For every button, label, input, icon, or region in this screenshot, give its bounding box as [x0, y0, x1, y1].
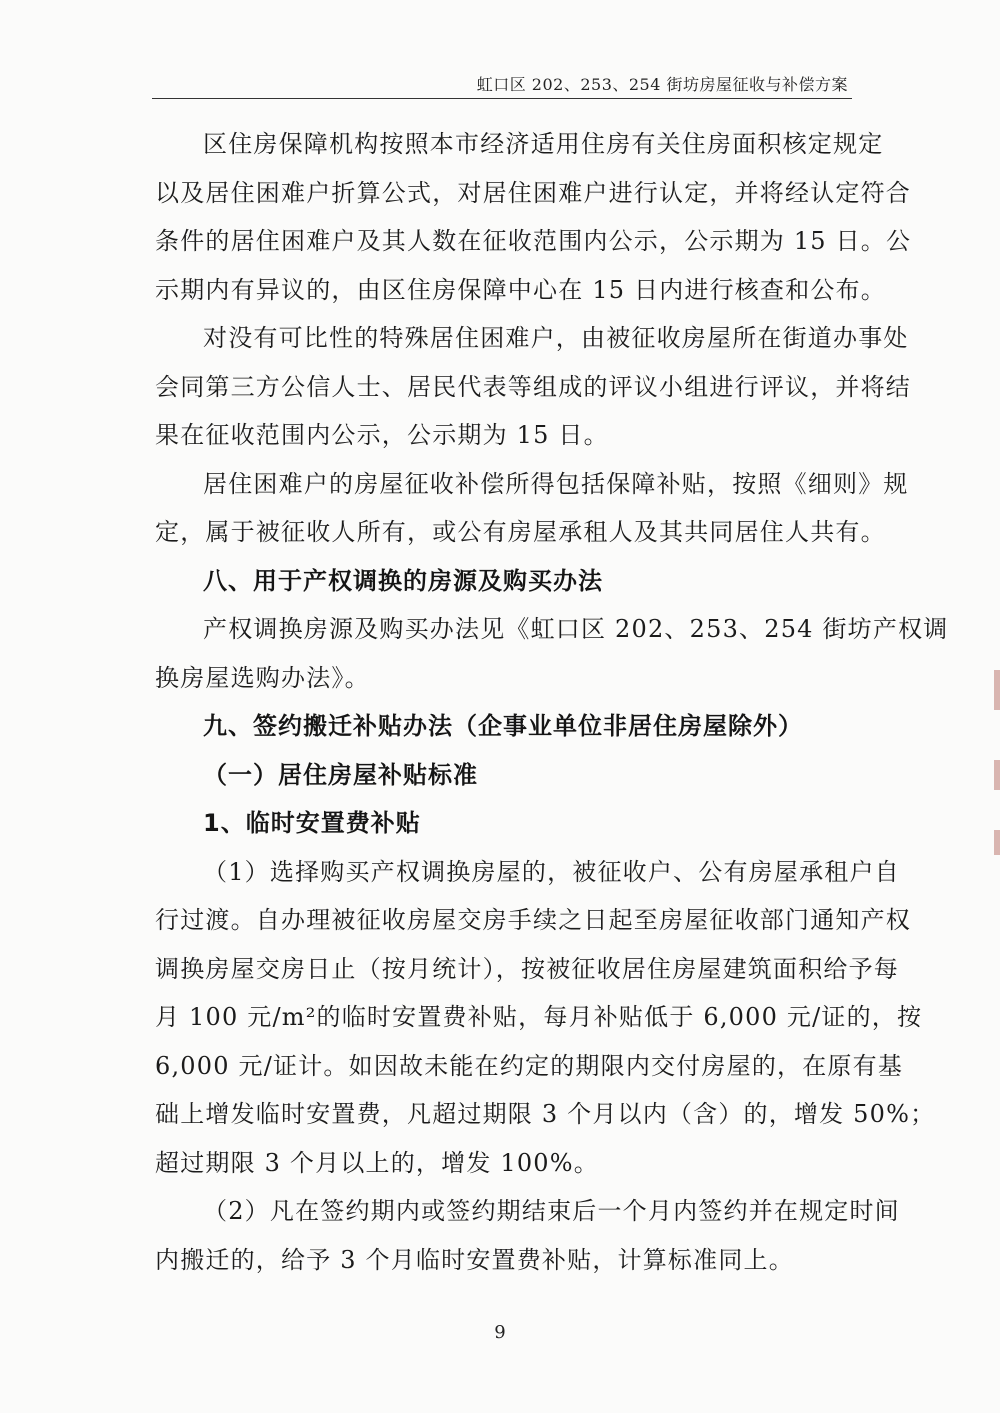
- item-heading: 1、临时安置费补贴: [203, 809, 421, 837]
- text-line: 对没有可比性的特殊居住困难户，由被征收房屋所在街道办事处: [203, 324, 909, 352]
- text-line: 超过期限 3 个月以上的，增发 100%。: [155, 1148, 599, 1177]
- paragraph-property-exchange: [155, 605, 949, 702]
- paragraph-special-hardship: [155, 314, 911, 460]
- text-line: 示期内有异议的，由区住房保障中心在 15 日内进行核查和公布。: [155, 275, 886, 304]
- text-line: 居住困难户的房屋征收补偿所得包括保障补贴，按照《细则》规: [203, 469, 909, 498]
- paragraph-compensation-ownership: [155, 460, 909, 557]
- text-line: 产权调换房源及购买办法见《虹口区 202、253、254 街坊产权调: [203, 615, 949, 643]
- text-line: 条件的居住困难户及其人数在征收范围内公示，公示期为 15 日。公: [155, 227, 912, 255]
- text-line: 以及居住困难户折算公式，对居住困难户进行认定，并将经认定符合: [155, 178, 911, 207]
- paragraph-signing-subsidy: [155, 1187, 900, 1284]
- text-line: 内搬迁的，给予 3 个月临时安置费补贴，计算标准同上。: [155, 1245, 794, 1274]
- text-line: 月 100 元/m²的临时安置费补贴，每月补贴低于 6,000 元/证的，按: [155, 1003, 923, 1031]
- text-line: 区住房保障机构按照本市经济适用住房有关住房面积核定规定: [203, 130, 884, 158]
- text-line: 果在征收范围内公示，公示期为 15 日。: [155, 421, 609, 449]
- text-line: 础上增发临时安置费，凡超过期限 3 个月以内（含）的，增发 50%；: [155, 1100, 936, 1128]
- page-number: 9: [494, 1322, 506, 1343]
- page-body: [155, 120, 949, 1284]
- text-line: 会同第三方公信人士、居民代表等组成的评议小组进行评议，并将结: [155, 372, 911, 401]
- text-line: （1）选择购买产权调换房屋的，被征收户、公有房屋承租户自: [203, 857, 900, 886]
- section-heading-8: 八、用于产权调换的房源及购买办法: [203, 566, 603, 595]
- text-line: 定，属于被征收人所有，或公有房屋承租人及其共同居住人共有。: [155, 518, 886, 546]
- scan-edge-mark: [994, 670, 1000, 710]
- scan-edge-mark: [994, 760, 1000, 790]
- text-line: （2）凡在签约期内或签约期结束后一个月内签约并在规定时间: [203, 1197, 900, 1225]
- section-heading-9: 九、签约搬迁补贴办法（企事业单位非居住房屋除外）: [203, 712, 803, 740]
- text-line: 行过渡。自办理被征收房屋交房手续之日起至房屋征收部门通知产权: [155, 906, 911, 934]
- text-line: 调换房屋交房日止（按月统计），按被征收居住房屋建筑面积给予每: [155, 954, 899, 983]
- header-rule: [152, 98, 852, 99]
- running-header: 虹口区 202、253、254 街坊房屋征收与补偿方案: [476, 75, 848, 94]
- text-line: 换房屋选购办法》。: [155, 663, 370, 692]
- subsection-heading: （一）居住房屋补贴标准: [203, 760, 478, 789]
- scan-edge-mark: [994, 830, 1000, 855]
- text-line: 6,000 元/证计。如因故未能在约定的期限内交付房屋的，在原有基: [155, 1051, 904, 1080]
- paragraph-housing-verification: [155, 120, 912, 314]
- paragraph-temporary-resettlement: [155, 848, 936, 1188]
